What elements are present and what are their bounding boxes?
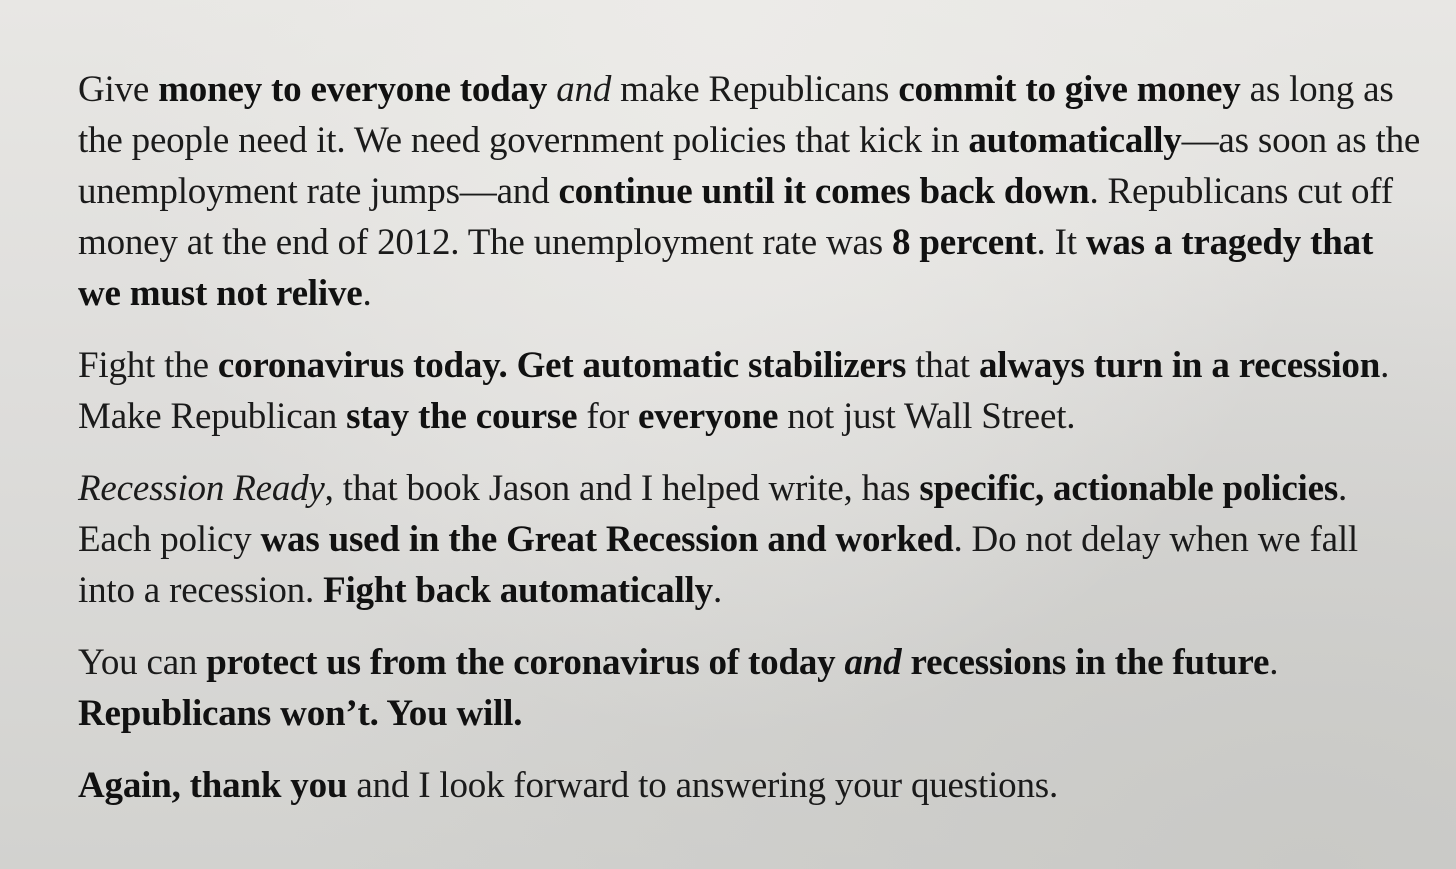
text-segment: recessions in the future bbox=[901, 642, 1270, 683]
text-segment: was used in the Great Recession and worked bbox=[260, 519, 954, 560]
text-segment: You can bbox=[78, 642, 207, 683]
text-segment: . bbox=[362, 273, 372, 314]
text-segment: specific, actionable policies bbox=[919, 468, 1339, 509]
paragraph-1 bbox=[78, 64, 1423, 319]
text-segment: automatically bbox=[968, 120, 1182, 161]
text-segment: as long as the people need it. We need government policies that kick in bbox=[78, 69, 1394, 161]
text-segment: Recession Ready bbox=[78, 468, 325, 509]
text-segment: and bbox=[844, 642, 902, 683]
text-segment: . bbox=[1269, 642, 1279, 683]
document-text bbox=[78, 64, 1423, 832]
text-segment: make Republicans bbox=[611, 69, 899, 110]
text-segment: and I look forward to answering your questions. bbox=[347, 765, 1058, 806]
paragraph-2 bbox=[78, 340, 1423, 442]
text-segment: 8 percent bbox=[892, 222, 1037, 263]
text-segment: . Republicans cut off money at the end of 2012. The unemployment rate was bbox=[78, 171, 1393, 263]
text-segment: commit to give money bbox=[898, 69, 1241, 110]
paragraph-5 bbox=[78, 760, 1423, 811]
text-segment: protect us from the coronavirus of today bbox=[206, 642, 845, 683]
text-segment: and bbox=[556, 69, 612, 110]
text-segment: continue until it comes back down bbox=[558, 171, 1090, 212]
text-segment: . Do not delay when we fall into a recession. bbox=[78, 519, 1359, 611]
text-segment: was a tragedy that we must not relive bbox=[78, 222, 1374, 314]
text-segment: Give bbox=[78, 69, 159, 110]
text-segment: coronavirus today. Get automatic stabilizers bbox=[217, 345, 907, 386]
paragraph-3 bbox=[78, 463, 1423, 616]
text-segment: everyone bbox=[638, 396, 779, 437]
text-segment: . Make Republican bbox=[78, 345, 1390, 437]
text-segment: money to everyone today bbox=[158, 69, 548, 110]
text-segment: that bbox=[906, 345, 979, 386]
text-segment: Fight back automatically bbox=[323, 570, 713, 611]
text-segment: —as soon as the unemployment rate jumps—and bbox=[78, 120, 1421, 212]
text-segment: . It bbox=[1036, 222, 1086, 263]
paragraph-4 bbox=[78, 637, 1423, 739]
text-segment: always turn in a recession bbox=[978, 345, 1381, 386]
text-segment: , that book Jason and I helped write, has bbox=[324, 468, 920, 509]
text-segment: stay the course bbox=[346, 396, 578, 437]
text-segment: Again, thank you bbox=[78, 765, 348, 806]
text-segment: Republicans won’t. You will. bbox=[78, 693, 523, 734]
text-segment: not just Wall Street. bbox=[778, 396, 1076, 437]
text-segment: . Each policy bbox=[78, 468, 1348, 560]
text-segment: for bbox=[577, 396, 639, 437]
text-segment: . bbox=[712, 570, 722, 611]
text-segment: Fight the bbox=[78, 345, 218, 386]
text-segment bbox=[547, 69, 556, 110]
